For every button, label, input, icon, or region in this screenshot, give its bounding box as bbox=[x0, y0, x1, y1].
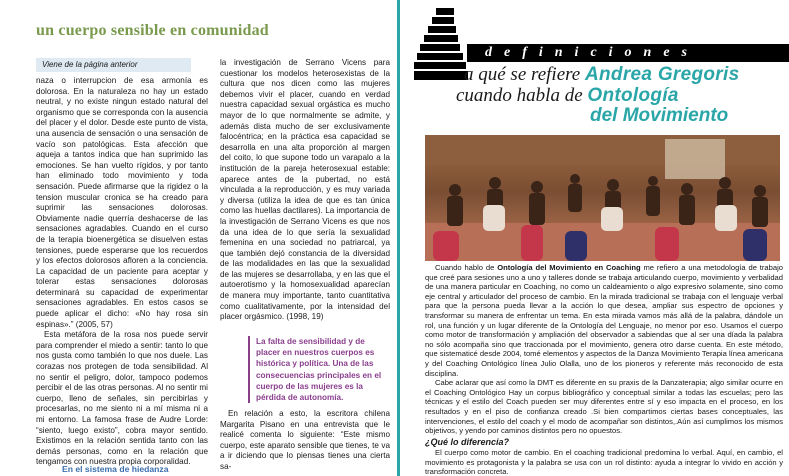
title-author-name: Andrea Gregoris bbox=[585, 64, 740, 85]
right-page bbox=[400, 0, 789, 476]
continued-label: Viene de la página anterior bbox=[36, 58, 191, 72]
title-concept-line-2: del Movimiento bbox=[590, 105, 729, 126]
paragraph: Esta metáfora de la rosa nos puede servir para comprender el miedo a sentir: tanto lo que nos gusta como también lo que nos duele. Las corazas nos protegen de toda sensibilidad. Al no sentir el peligro, dolor, tampoco podemos percibir el de las otras personas. Al no sentir mi cuerpo, lleno de señales, sin percibirlas y procesarlas, no me siento ni a mí misma ni a mi entorno. La famosa frase de Audre Lorde: “siento, luego existo”, cobra mayor sentido. Existimos en la relación sentida tanto con las demás personas, como en la relación que tengamos con nuestra propia corporalidad. bbox=[36, 330, 208, 467]
paragraph: Cabe aclarar que así como la DMT es diferente en su praxis de la Danzaterapia; algo similar ocurre en el Coaching Ontológico Hay un corpus bibliográfico y conceptual similar a todas las escuelas; pero las técnicas y el estilo del Coach pueden ser muy diferentes entre sí y eso impacta en el proceso, en los resultados y en el piso de confianza creado .Si bien compartimos ciertas bases conceptuales, las intervenciones, el estilo del coach y el modo de acompañar son distintos,.Aún así cumplimos los mismos objetivos, y yendo por caminos distintos pero no opuestos. bbox=[425, 378, 783, 436]
question-body bbox=[425, 448, 783, 476]
section-title: un cuerpo sensible en comunidad bbox=[36, 22, 269, 39]
left-column-1 bbox=[36, 76, 208, 468]
subheading: En el sistema de hiedanza bbox=[62, 464, 169, 474]
left-column-2-tail bbox=[220, 409, 390, 473]
title-concept: Ontología bbox=[587, 85, 679, 106]
lead-bold-term: Ontología del Movimiento en Coaching bbox=[497, 263, 641, 272]
left-column-2 bbox=[220, 58, 390, 323]
paragraph: naza o interrupcion de esa armonía es dolorosa. En la naturaleza no hay un estado neutral, y no existe ningun estado natural del organismo que se corresponda con la ausencia del placer y el dolor. Desde este punto de vista, una ausencia de sensación o una sensación de vacío son patológicas. Esta afección que aqueja a tantos indica que han suprimido las emociones. Se han vuelto rígidos, y por tanto han eliminado todo movimiento y toda sensación. Puede afirmarse que la rigidez o la tension muscular cronica se ha creado para suprimir las sensaciones dolorosas. Obviamente nadie querría deshacerse de las sensaciones agradables. Cuando en el curso de la terapia bioenergética se disuelven estas tensiones, puede esperarse que los recuerdos y los efectos dolorosos afloren a la conciencia. La capacidad de un paciente para aceptar y tolerar estas sensaciones dolorosas determinará su capacidad de experimentar sensaciones agradables. En estos casos se puede aplicar el dicho: «No hay rosa sin espinas».” (2005, 57) bbox=[36, 76, 208, 329]
definitions-label: definiciones bbox=[485, 45, 699, 60]
pull-quote: La falta de sensibilidad y de placer en nuestros cuerpos es histórica y política. Una de las consecuencias principales en el cuerpo de las mujeres es la pérdida de autonomía. bbox=[248, 336, 388, 403]
article-body bbox=[425, 263, 783, 436]
title-line-2 bbox=[456, 85, 679, 107]
workshop-photo bbox=[425, 135, 780, 261]
title-prefix-2: cuando habla de bbox=[456, 85, 583, 106]
question-heading: ¿Qué lo diferencia? bbox=[425, 437, 510, 447]
workshop-photo-image bbox=[425, 135, 780, 261]
paragraph: En relación a esto, la escritora chilena Margarita Pisano en una entrevista que le realicé comenta lo siguiente: “Este mismo cuerpo, este aparato sensible que tienes, te va a ir diciendo que lo piensas tienes una cierta sa- bbox=[220, 409, 390, 471]
lead-prefix: Cuando hablo de bbox=[435, 263, 495, 272]
title-prefix: a qué se refiere bbox=[464, 64, 581, 85]
paragraph bbox=[425, 263, 783, 378]
title-line-1 bbox=[464, 64, 739, 86]
lead-text: me refiero a una metodología de trabajo que creé para sesiones uno a uno y talleres donde se trabaja articulando cuerpo, movimiento y verbalidad de una manera particular en Coaching, no como un caldeamiento o algo expresivo solamente, sino como eje central y articulador del proceso de cambio. En la mirada tradicional se trabaja con el lenguaje verbal para que la persona pueda llevar a la acción lo que desea, ampliar sus espectro de opciones y transformar su manera de enfrentar un tema. En esta mirada vamos más allá de la palabra, dándole un rol, una función y un lugar diferente de la Ontología del Lenguaje, no menor por eso. Usamos el cuerpo como motor de transformación y ampliación del observador a sabiendas que al ser una díada la palabra no sólo acompaña sino que traccionada por el movimiento, genera otro darse cuenta. En este método, que sistematicé desde 2004, tomé elementos y aspectos de la Danza Movimiento Terapia línea americana y del Coaching Ontológico línea Julio Olalla, uno de los pioneros y referente más reconocido de esta disciplina. bbox=[425, 263, 783, 378]
paragraph: la investigación de Serrano Vicens para cuestionar los modelos heterosexistas de la cultura que nos dicen como las mujeres debemos vivir el placer, cuando en verdad nuestra capacidad sexual orgástica es mucho mayor de lo que normalmente se admite, y además dista mucho de ser exclusivamente falocéntrica; en la práctica esa capacidad se desarrolla en una alta proporción al margen del coito, lo que supone todo un varapalo a la institución de la pareja heterosexual estable: aparece antes de la pubertad, no está vinculada a la reproducción, y es muy variada y diversa (utiliza la idea de que es tan única como las huellas dactilares). La importancia de la investigación de Serrano Vicens es que nos da una idea de lo que sería la sexualidad femenina en una sociedad no patriarcal, ya que también dejó constancia de la diversidad de las modalidades en las que la sexualidad de las mujeres se desarrollaba, y en las que el autoerotismo y la homosexualidad aparecían de manera muy importante, tanto cuantitativa como cualitativamente, por la intensidad del placer orgásmico. (1998, 19) bbox=[220, 58, 390, 322]
paragraph: El cuerpo como motor de cambio. En el coaching tradicional predomina lo verbal. Aquí, en cambio, el movimiento es protagonista y la palabra se usa con un rol distinto: ayuda a integrar lo vivido en acción y transformación concreta. bbox=[425, 448, 783, 476]
staircase-logo-icon bbox=[414, 6, 468, 84]
